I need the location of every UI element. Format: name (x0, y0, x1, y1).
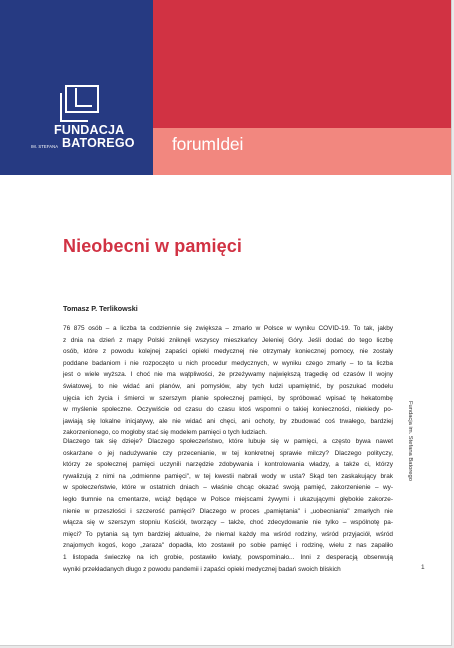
text-line: jawiają się lokalne inicjatywy, ale nie widać ani chęci, ani ochoty, by zbudować coś trwałego, bardziej (63, 417, 393, 425)
text-line: osób, które z powodu kolejnej zapaści opieki medycznej nie otrzymały koniecznej pomocy, nie zostały (63, 348, 393, 356)
text-line: ujęcia ich życia i śmierci w szerszym planie społecznej pamięci, by spróbować wpisać tę hekatombę (63, 394, 393, 402)
text-line: Dlaczego tak się dzieje? Dlaczego społeczeństwo, które lubuje się w pamięci, a często bywa nawet (63, 438, 393, 445)
brand-line1: FUNDACJA (54, 123, 125, 137)
text-line: mięci? To pytania są tym bardziej aktualne, że niemal każdy ma wśród rodziny, wśród przyjaciół, wśród (63, 530, 393, 538)
text-line: światowej, to nie widać ani planów, ani pomysłów, aby tych ludzi upamiętnić, by poszukać modelu (63, 382, 393, 390)
page-number: 1 (421, 564, 425, 571)
text-line: w myślenie społeczne. Oczywiście od czasu do czasu ktoś wspomni o takiej konieczności, niekiedy po- (63, 406, 393, 414)
text-line: którzy ze społecznej pamięci uczynili narzędzie zdobywania i kontrolowania władzy, a także ci, którzy (63, 461, 393, 469)
series-name: forumIdei (172, 134, 244, 154)
text-line: wyniki przekładanych długo z powodu pandemii i zapaści opieki medycznej badań swoich bliskich (63, 565, 341, 573)
text-line: zakorzenionego, co mogłoby stać się modelem pamięci o tych ludziach. (63, 429, 267, 437)
text-line: z dnia na dzień z mapy Polski zniknęli wszyscy mieszkańcy Jeleniej Góry. Jeśli dodać do tego liczbę (63, 336, 393, 344)
text-line: znajomych kogoś, kogo „zaraza" dopadła, kto zostawił po sobie pamięć i rodzinę, wielu z nas zapaliło (63, 542, 393, 550)
text-line: nienie w przeszłości i szczerość pamięci? Dlaczego w proces „pamiętania" i „uobecniania" zmarłych nie (63, 507, 393, 515)
text-line: oskarżane o jej nadużywanie czy przecenianie, w tej konkretnej sprawie milczy? Dlaczego polityczy, (63, 449, 393, 457)
text-line: legło tłumnie na cmentarze, wciąż będące w Polsce miejscami żywymi i ukazującymi głębokie zakorze- (63, 495, 393, 503)
header-red-band (153, 0, 452, 128)
paragraph-2 (63, 436, 393, 575)
text-line: w społeczeństwie, które w ostatnich dniach – właśnie chcąc okazać swoją pamięć, zakorzenienie – wy- (63, 484, 393, 492)
article-title: Nieobecni w pamięci (63, 236, 242, 256)
article-author: Tomasz P. Terlikowski (63, 304, 138, 313)
text-line: poddane badaniom i nie rozpoczęto u nich procedur medycznych, w wyniku czego zmarły – to ta liczba (63, 359, 393, 367)
text-line: 1 listopada świeczkę na ich grobie, postawiło kwiaty, powspominało... Inni z desperacją obserwują (63, 553, 393, 561)
brand-prefix: IM. STEFANA (31, 144, 59, 149)
fundacja-logo-icon (58, 85, 100, 123)
vertical-foundation-label: Fundacja im. Stefana Batorego (407, 401, 413, 481)
paragraph-1 (63, 323, 393, 439)
text-line: jest o wiele wyższa. I choć nie ma wątpliwości, że przeżywamy największą tragedię od czasów II wojny (63, 371, 393, 379)
brand-line2: BATOREGO (62, 136, 135, 150)
text-line: rywalizują z nimi na „odmienne pamięci", w tej kwestii nabrali wody w usta? Skąd ten zaskakujący brak (63, 472, 393, 480)
text-line: włącza się w szerszym stopniu Kościół, tworzący – także, choć zdecydowanie nie tylko – wspólnotę pa- (63, 519, 393, 527)
text-line: 76 875 osób – a liczba ta codziennie się zwiększa – zmarło w Polsce w wyniku COVID-19. To tak, jakby (63, 325, 393, 332)
